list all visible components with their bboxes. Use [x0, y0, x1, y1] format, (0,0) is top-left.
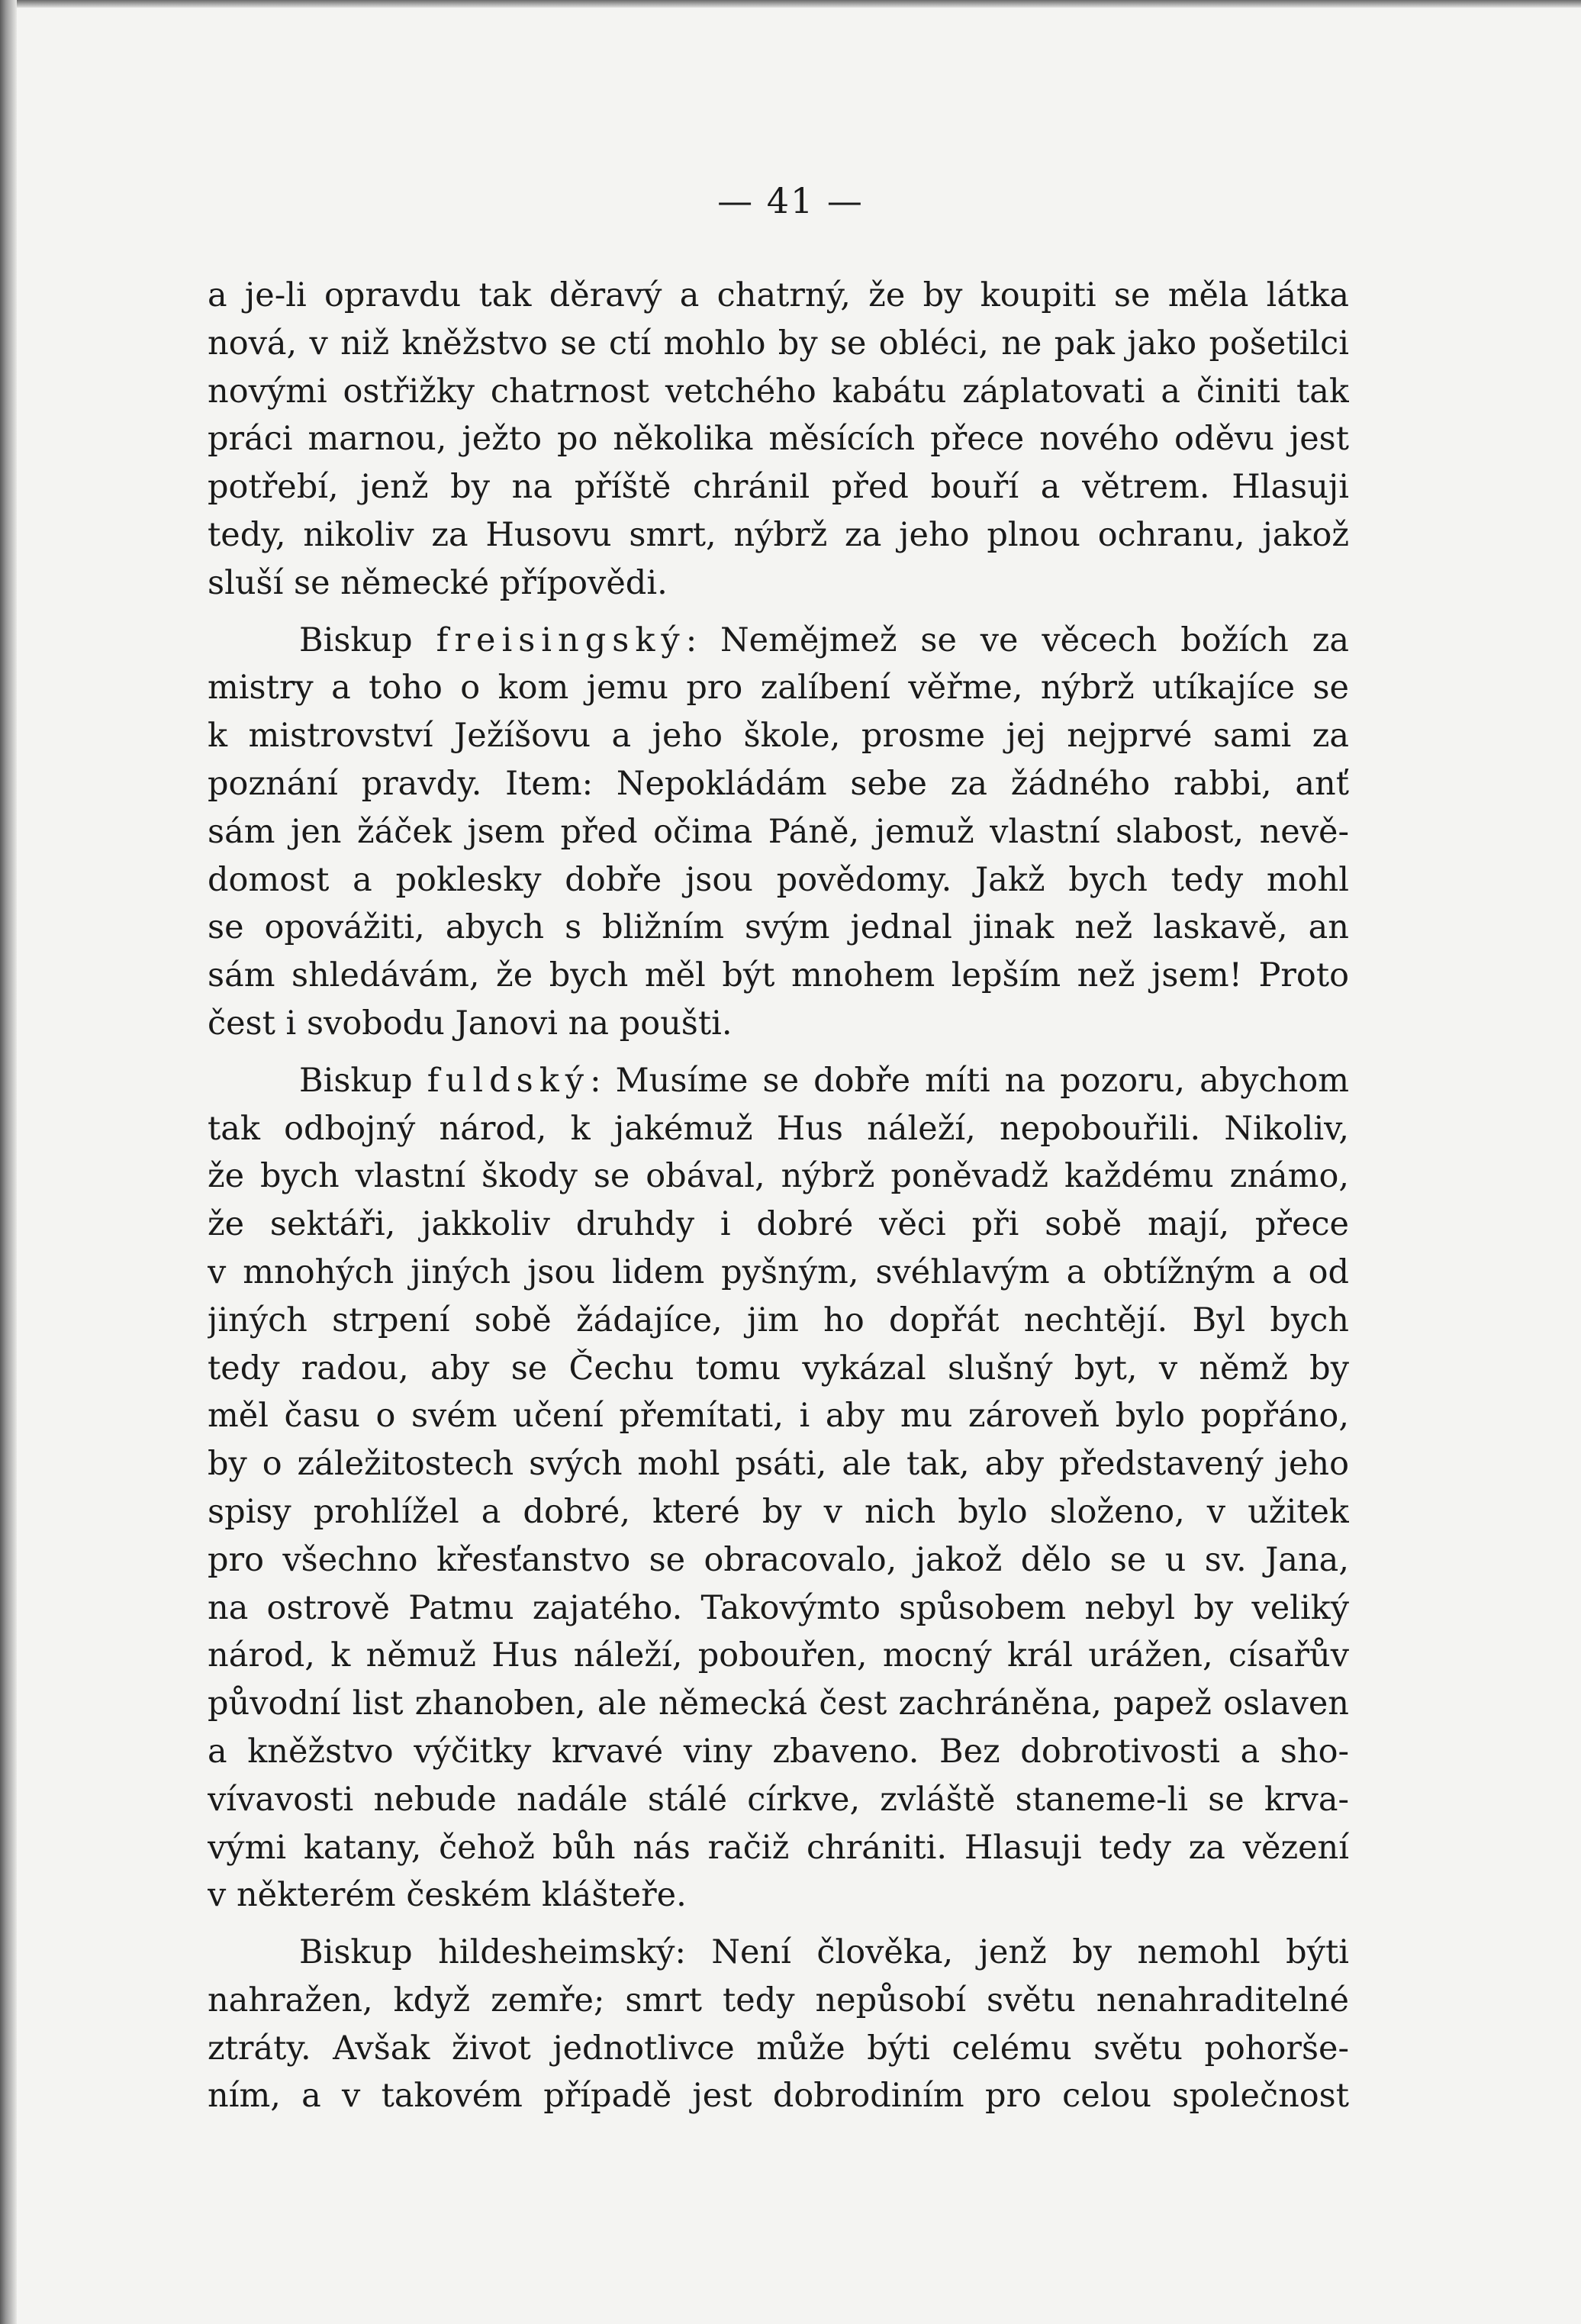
speaker-line-rest: : Nemějmež se ve věcech božích za — [685, 620, 1349, 659]
speaker-name: freisingský — [436, 620, 686, 659]
paragraph-2 — [208, 617, 1349, 1048]
text-line: tedy, nikoliv za Husovu smrt, nýbrž za jeho plnou ochranu, jakož — [208, 515, 1349, 554]
text-line: mistry a toho o kom jemu pro zalíbení věřme, nýbrž utíkajíce se — [208, 669, 1349, 708]
text-line: ním, a v takovém případě jest dobrodiním pro celou společnost — [208, 2077, 1349, 2116]
text-line: novými ostřižky chatrnost vetchého kabátu záplatovati a činiti tak — [208, 372, 1349, 411]
text-line: sám shledávám, že bych měl být mnohem lepším než jsem! Proto — [208, 956, 1349, 995]
text-line: se opovážiti, abych s bližním svým jednal jinak než laskavě, an — [208, 908, 1349, 947]
text-line: a je-li opravdu tak děravý a chatrný, že by koupiti se měla látka — [208, 276, 1349, 314]
text-line: čest i svobodu Janovi na poušti. — [208, 1004, 733, 1043]
text-line: potřebí, jenž by na příště chránil před bouří a větrem. Hlasuji — [208, 468, 1349, 507]
text-line: vívavosti nebude nadále stálé církve, zvláště staneme-li se krva- — [208, 1780, 1349, 1819]
text-line: tedy radou, aby se Čechu tomu vykázal slušný byt, v němž by — [208, 1349, 1349, 1388]
text-line: na ostrově Patmu zajatého. Takovýmto spůsobem nebyl by veliký — [208, 1588, 1349, 1627]
speaker-name: fuldský — [427, 1061, 591, 1100]
text-line: tak odbojný národ, k jakémuž Hus náleží, nepobouřili. Nikoliv, — [208, 1109, 1349, 1148]
page-number: — 41 — — [717, 180, 864, 221]
text-line: vými katany, čehož bůh nás račiž chrániti. Hlasuji tedy za vězení — [208, 1828, 1349, 1867]
text-line: nová, v niž kněžstvo se ctí mohlo by se obléci, ne pak jako pošetilci — [208, 324, 1349, 363]
paragraph-3 — [208, 1057, 1349, 1919]
text-line: jiných strpení sobě žádajíce, jim ho dopřát nechtějí. Byl bych — [208, 1301, 1349, 1339]
speaker-line-rest: : Musíme se dobře míti na pozoru, abychom — [590, 1061, 1349, 1100]
text-line: sluší se německé přípovědi. — [208, 563, 668, 602]
text-line: že bych vlastní škody se obával, nýbrž poněvadž každému známo, — [208, 1157, 1349, 1196]
text-line: ztráty. Avšak život jednotlivce může býti celému světu pohorše- — [208, 2029, 1349, 2068]
speaker-line — [208, 1057, 1349, 1105]
text-line: práci marnou, ježto po několika měsících přece nového oděvu jest — [208, 420, 1349, 459]
scan-edge-top — [0, 0, 1581, 8]
text-line: domost a poklesky dobře jsou povědomy. Jakž bych tedy mohl — [208, 860, 1349, 899]
text-line: měl času o svém učení přemítati, i aby mu zároveň bylo popřáno, — [208, 1397, 1349, 1436]
text-line: sám jen žáček jsem před očima Páně, jemuž vlastní slabost, nevě- — [208, 812, 1349, 851]
text-line: by o záležitostech svých mohl psáti, ale tak, aby představený jeho — [208, 1445, 1349, 1484]
scan-edge-left — [0, 0, 17, 2324]
text-line: k mistrovství Ježíšovu a jeho škole, prosme jej nejprvé sami za — [208, 717, 1349, 756]
paragraph-1 — [208, 272, 1349, 608]
text-line: poznání pravdy. Item: Nepokládám sebe za žádného rabbi, anť — [208, 764, 1349, 803]
text-line: v mnohých jiných jsou lidem pyšným, svéhlavým a obtížným a od — [208, 1252, 1349, 1291]
speaker-line — [208, 1929, 1349, 1977]
speaker-line-rest: : Není člověka, jenž by nemohl býti — [675, 1933, 1349, 1972]
speaker-prefix: Biskup — [299, 1061, 427, 1100]
speaker-line — [208, 617, 1349, 665]
speaker-name: Biskup hildesheimský — [299, 1933, 675, 1972]
text-line: že sektáři, jakkoliv druhdy i dobré věci při sobě mají, přece — [208, 1205, 1349, 1244]
text-line: nahražen, když zemře; smrt tedy nepůsobí světu nenahraditelné — [208, 1981, 1349, 2019]
paragraph-4 — [208, 1929, 1349, 2120]
speaker-prefix: Biskup — [299, 620, 436, 659]
text-line: spisy prohlížel a dobré, které by v nich bylo složeno, v užitek — [208, 1492, 1349, 1531]
text-line: národ, k němuž Hus náleží, pobouřen, mocný král urážen, císařův — [208, 1636, 1349, 1675]
text-line: v některém českém klášteře. — [208, 1876, 687, 1915]
text-line: původní list zhanoben, ale německá čest zachráněna, papež oslaven — [208, 1684, 1349, 1723]
text-line: pro všechno křesťanstvo se obracovalo, jakož dělo se u sv. Jana, — [208, 1540, 1349, 1579]
text-block — [208, 272, 1349, 2120]
text-line: a kněžstvo výčitky krvavé viny zbaveno. Bez dobrotivosti a sho- — [208, 1732, 1349, 1771]
